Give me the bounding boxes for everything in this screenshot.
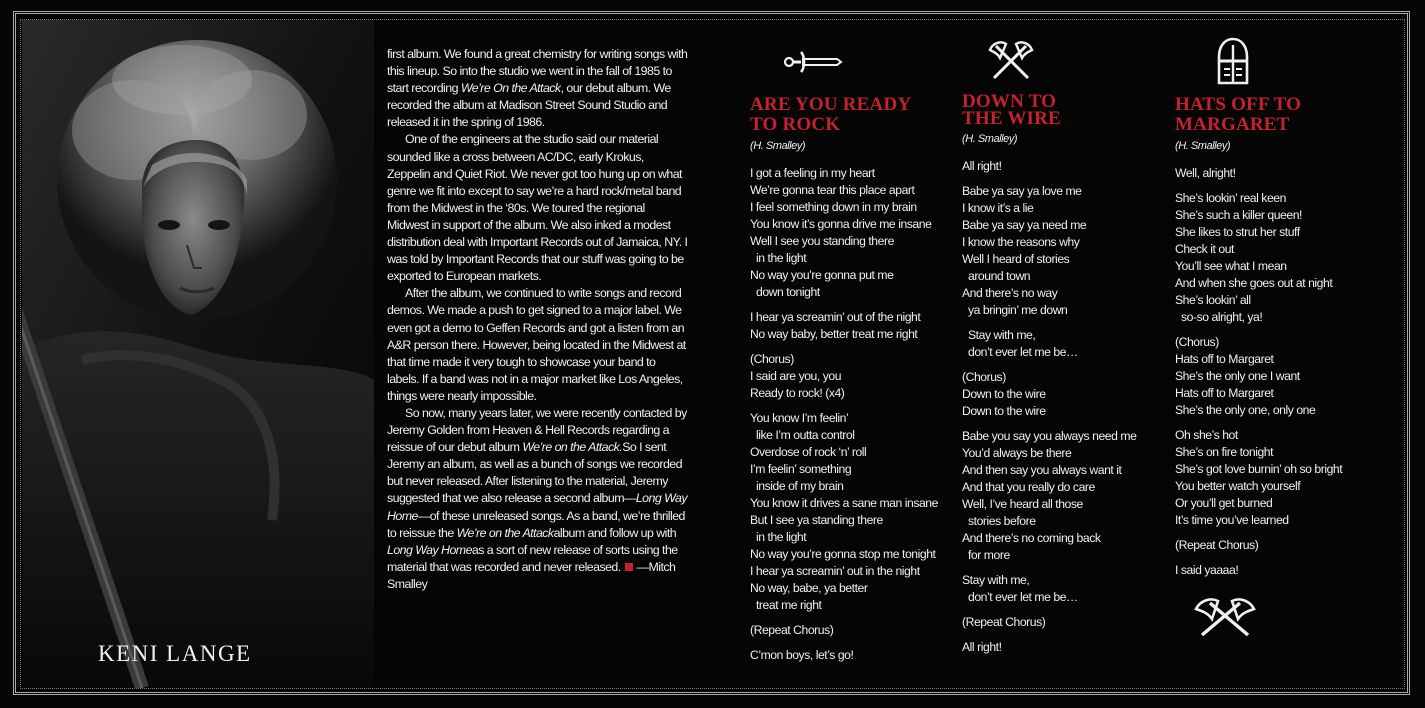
stanza-gap xyxy=(750,614,938,622)
lyric-line: She’s the only one I want xyxy=(1175,369,1300,383)
stanza-gap xyxy=(1175,419,1342,427)
end-mark-icon xyxy=(625,563,633,571)
lyric-line: She likes to strut her stuff xyxy=(1175,225,1300,239)
lyric-line: Down to the wire xyxy=(962,404,1046,418)
lyric-line: But I see ya standing there xyxy=(750,513,883,527)
song-title: HATS OFF TO MARGARET xyxy=(1175,94,1302,135)
essay-text: So I sent Jeremy an album, as well as a bunch of songs we recorded but never released. After listening to the material, Jeremy suggested that we also release a second album— xyxy=(387,440,682,506)
lyric-line: I know it’s a lie xyxy=(962,201,1034,215)
song-credit: (H. Smalley) xyxy=(962,133,1018,145)
essay-text: album and follow up with xyxy=(553,525,677,540)
lyric-line: I’m feelin’ something xyxy=(750,462,852,476)
essay-paragraph: After the album, we continued to write songs and record demos. We made a push to get signed to a major label. We even got a demo to Geffen Records and got a listen from an A&R person there. However, being located in the Midwest at that time made it very tough to showcase your band to labels. If a band was not in a major market like Los Angeles, things were nearly impossible. xyxy=(387,286,686,403)
lyric-line: You know I’m feelin’ xyxy=(750,411,849,425)
album-title: We’re On the Attack xyxy=(460,81,561,96)
lyric-line: Or you’ll get burned xyxy=(1175,496,1273,510)
lyric-line: She’s got love burnin’ oh so bright xyxy=(1175,462,1343,476)
lyric-line: Babe ya say ya need me xyxy=(962,218,1087,232)
album-title: We’re on the Attack xyxy=(456,525,554,540)
stanza-gap xyxy=(750,402,938,410)
lyric-line: You better watch yourself xyxy=(1175,479,1301,493)
song-credit: (H. Smalley) xyxy=(1175,140,1231,152)
lyric-line: No way, babe, ya better xyxy=(750,581,868,595)
lyric-line: It’s time you’ve learned xyxy=(1175,513,1289,527)
essay-text: first album. We found a great chemistry for writing songs with this lineup. So into the studio we went in the fall of 1985 to start recording xyxy=(387,47,688,96)
stanza-gap xyxy=(1175,326,1342,334)
stanza-gap xyxy=(750,301,938,309)
lyric-line: I hear ya screamin’ out in the night xyxy=(750,564,920,578)
lyric-line: I got a feeling in my heart xyxy=(750,166,875,180)
lyric-line: (Chorus) xyxy=(750,352,794,366)
lyric-line: No way you’re gonna stop me tonight xyxy=(750,547,936,561)
lyric-line: She’s the only one, only one xyxy=(1175,403,1316,417)
lyric-line: Stay with me, xyxy=(962,573,1030,587)
lyric-line: Hats off to Margaret xyxy=(1175,352,1274,366)
lyric-line: No way you’re gonna put me xyxy=(750,268,894,282)
essay-text: So now, many years later, we were recently contacted by Jeremy Golden from Heaven & Hell Records regarding a reissue of our debut album xyxy=(387,405,687,455)
lyric-line: She’s lookin’ all xyxy=(1175,293,1251,307)
stanza-gap xyxy=(962,631,1136,639)
essay-paragraph xyxy=(387,46,689,131)
album-title: We’re on the Attack. xyxy=(522,440,623,455)
lyric-line: Hats off to Margaret xyxy=(1175,386,1274,400)
lyric-line: I know the reasons why xyxy=(962,235,1080,249)
lyric-line: inside of my brain xyxy=(756,479,844,493)
lyric-line: I hear ya screamin’ out of the night xyxy=(750,310,921,324)
stanza-gap xyxy=(1175,529,1342,537)
lyric-line: She’s on fire tonight xyxy=(1175,445,1274,459)
photo-caption: KENI LANGE xyxy=(98,641,252,666)
lyric-line: Babe ya say ya love me xyxy=(962,184,1082,198)
lyric-line: No way baby, better treat me right xyxy=(750,327,918,341)
lyric-line: for more xyxy=(968,548,1010,562)
lyric-line: Ready to rock! (x4) xyxy=(750,386,845,400)
lyric-line: ya bringin’ me down xyxy=(968,303,1068,317)
lyric-line: I feel something down in my brain xyxy=(750,200,917,214)
stanza-gap xyxy=(750,343,938,351)
song-lyrics-3 xyxy=(1175,95,1342,579)
lyric-line: Overdose of rock ‘n’ roll xyxy=(750,445,867,459)
lyric-line: Well, I’ve heard all those xyxy=(962,497,1083,511)
lyric-line: Down to the wire xyxy=(962,387,1046,401)
lyrics-block xyxy=(962,158,1136,656)
band-member-photo xyxy=(22,20,374,688)
lyric-line: in the light xyxy=(756,251,807,265)
essay-text: as a sort of new release of sorts using the material that was recorded and never released. xyxy=(387,542,678,574)
stanza-gap xyxy=(962,361,1136,369)
lyric-line: stories before xyxy=(968,514,1036,528)
lyric-line: (Chorus) xyxy=(962,370,1006,384)
essay-paragraph: One of the engineers at the studio said our material sounded like a cross between AC/DC, early Krokus, Zeppelin and Quiet Riot. We never got too hung up on what genre we fit into except to say we’re a hard rock/metal band from the Midwest in the ‘80s. We toured the regional Midwest in support of the album. We also inked a modest distribution deal with Important Records out of Jamaica, NY. I was told by Important Records that our stuff was going to be exported to European markets. xyxy=(387,132,688,284)
stanza-gap xyxy=(1175,554,1342,562)
lyric-line: (Repeat Chorus) xyxy=(750,623,834,637)
lyric-line: I said are you, you xyxy=(750,369,842,383)
song-title: DOWN TO THE WIRE xyxy=(962,91,1061,129)
knight-helmet-icon xyxy=(1216,37,1250,87)
lyric-line: treat me right xyxy=(756,598,822,612)
lyric-line: Babe you say you always need me xyxy=(962,429,1137,443)
lyric-line: around town xyxy=(968,269,1031,283)
lyric-line: in the light xyxy=(756,530,807,544)
essay-text: , our debut album. We recorded the album at Madison Street Sound Studio and released it in the spring of 1986. xyxy=(387,81,671,130)
stanza-gap xyxy=(962,175,1136,183)
essay-text: —of these unreleased songs. As a band, we’re thrilled to reissue the xyxy=(387,508,685,540)
stanza-gap xyxy=(750,639,938,647)
lyric-line: so-so alright, ya! xyxy=(1181,310,1263,324)
lyrics-block xyxy=(1175,165,1342,579)
lyric-line: like I’m outta control xyxy=(756,428,855,442)
lyric-line: don’t ever let me be… xyxy=(968,345,1078,359)
lyric-line: Check it out xyxy=(1175,242,1234,256)
lyric-line: She’s lookin’ real keen xyxy=(1175,191,1286,205)
essay-column xyxy=(387,46,689,593)
lyric-line: You know it’s gonna drive me insane xyxy=(750,217,932,231)
lyric-line: (Repeat Chorus) xyxy=(962,615,1046,629)
lyric-line: She’s such a killer queen! xyxy=(1175,208,1302,222)
lyric-line: All right! xyxy=(962,640,1002,654)
crossed-axes-icon xyxy=(1194,597,1256,639)
lyric-line: You’ll see what I mean xyxy=(1175,259,1287,273)
lyric-line: All right! xyxy=(962,159,1002,173)
stanza-gap xyxy=(962,564,1136,572)
lyric-line: And there’s no coming back xyxy=(962,531,1101,545)
album-title: Long Way Home xyxy=(387,491,688,523)
lyric-line: And when she goes out at night xyxy=(1175,276,1333,290)
stanza-gap xyxy=(962,319,1136,327)
essay-signoff: —Mitch Smalley xyxy=(387,559,676,591)
lyric-line: We’re gonna tear this place apart xyxy=(750,183,915,197)
album-title: Long Way Home xyxy=(387,542,472,557)
lyric-line: C’mon boys, let’s go! xyxy=(750,648,854,662)
lyric-line: And that you really do care xyxy=(962,480,1095,494)
song-credit: (H. Smalley) xyxy=(750,140,806,152)
lyric-line: Well, alright! xyxy=(1175,166,1236,180)
lyric-line: I said yaaaa! xyxy=(1175,563,1239,577)
crossed-axes-icon xyxy=(988,40,1034,82)
song-lyrics-2 xyxy=(962,93,1136,656)
lyric-line: (Chorus) xyxy=(1175,335,1219,349)
essay-paragraph xyxy=(387,405,689,593)
lyric-line: Stay with me, xyxy=(968,328,1036,342)
lyric-line: Well I see you standing there xyxy=(750,234,894,248)
lyric-line: Well I heard of stories xyxy=(962,252,1070,266)
sword-icon xyxy=(783,47,843,77)
lyric-line: You’d always be there xyxy=(962,446,1072,460)
lyric-line: And there’s no way xyxy=(962,286,1058,300)
stanza-gap xyxy=(1175,182,1342,190)
lyric-line: (Repeat Chorus) xyxy=(1175,538,1259,552)
song-title: ARE YOU READY TO ROCK xyxy=(750,94,912,135)
stanza-gap xyxy=(962,606,1136,614)
lyric-line: And then say you always want it xyxy=(962,463,1122,477)
stanza-gap xyxy=(962,420,1136,428)
lyric-line: don’t ever let me be… xyxy=(968,590,1078,604)
song-lyrics-1 xyxy=(750,95,938,664)
lyric-line: Oh she’s hot xyxy=(1175,428,1238,442)
lyric-line: down tonight xyxy=(756,285,820,299)
lyrics-block xyxy=(750,165,938,664)
lyric-line: You know it drives a sane man insane xyxy=(750,496,938,510)
